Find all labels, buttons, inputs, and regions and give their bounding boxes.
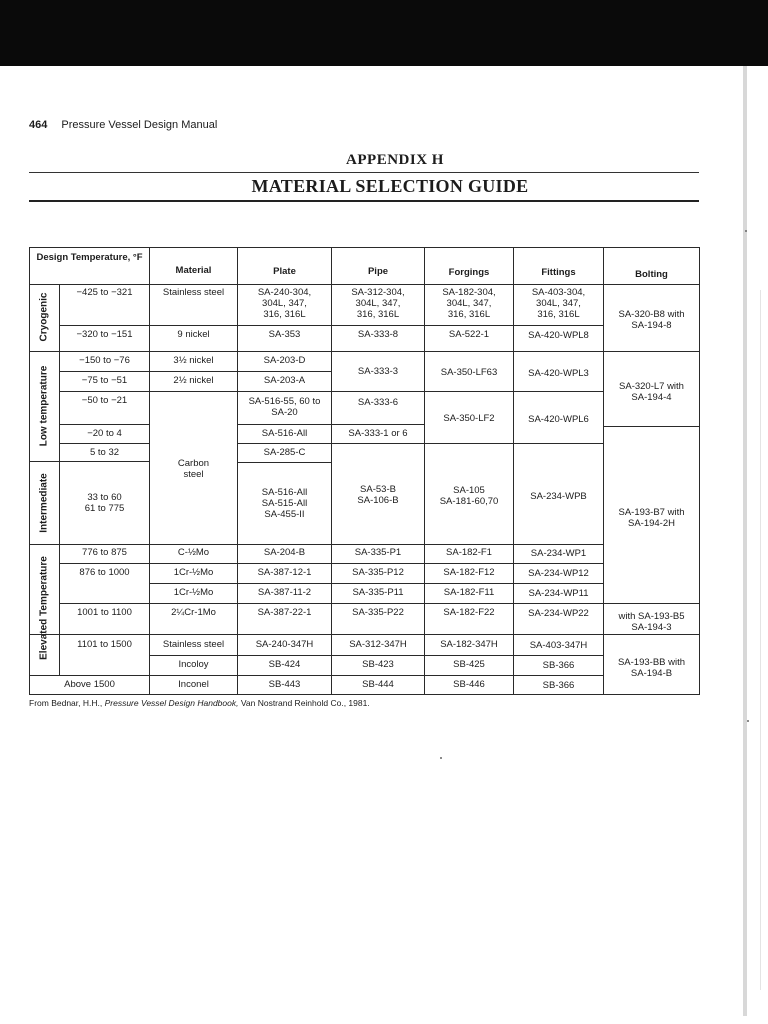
- temp-cell: 1001 to 1100: [77, 607, 132, 618]
- fittings-cell: SA-420-WPL6: [528, 414, 589, 425]
- fittings-cell: SB-366: [542, 660, 575, 671]
- temp-cell: −75 to −51: [81, 375, 128, 386]
- plate-cell: SA-353: [268, 329, 301, 340]
- page-title: MATERIAL SELECTION GUIDE: [251, 176, 529, 196]
- scan-page-edge: [743, 66, 747, 1016]
- scan-top-border: [0, 0, 768, 66]
- header-plate: Plate: [273, 266, 296, 277]
- material-cell: Stainless steel: [162, 287, 225, 298]
- fittings-cell: SA-234-WP11: [528, 588, 589, 599]
- material-cell: 2½ nickel: [173, 375, 214, 386]
- scan-speck: [747, 720, 749, 722]
- plate-cell: SA-387-11-2: [257, 587, 312, 598]
- bolting-cell: SA-320-L7 with SA-194-4: [619, 381, 684, 403]
- material-cell: Stainless steel: [162, 639, 225, 650]
- header-bolting: Bolting: [635, 269, 668, 280]
- forgings-cell: SA-182-F11: [443, 587, 495, 598]
- forgings-cell: SA-350-LF2: [443, 413, 495, 424]
- plate-cell: SA-516-All SA-515-All SA-455-II: [261, 487, 308, 520]
- appendix-label: APPENDIX H: [346, 152, 444, 168]
- material-cell: 1Cr-½Mo: [173, 567, 214, 578]
- header-fittings: Fittings: [541, 267, 576, 278]
- pipe-cell: SA-312-347H: [349, 639, 407, 650]
- fittings-cell: SA-234-WP12: [528, 568, 589, 579]
- plate-cell: SB-424: [268, 659, 301, 670]
- plate-cell: SA-203-D: [263, 355, 306, 366]
- pipe-cell: SA-333-6: [357, 397, 399, 408]
- forgings-cell: SA-182-F12: [443, 567, 495, 578]
- scan-speck: [745, 230, 747, 232]
- scan-speck: [440, 757, 442, 759]
- group-label-cryogenic: Cryogenic: [38, 292, 50, 342]
- scan-page-edge-shadow: [760, 290, 761, 990]
- temp-cell: −425 to −321: [76, 287, 133, 298]
- source-publisher: Van Nostrand Reinhold Co., 1981.: [240, 698, 370, 708]
- running-header: [29, 119, 217, 131]
- plate-cell: SA-240-304, 304L, 347, 316, 316L: [257, 287, 312, 320]
- header-forgings: Forgings: [448, 267, 490, 278]
- forgings-cell: SA-182-304, 304L, 347, 316, 316L: [442, 287, 496, 320]
- material-cell: Incoloy: [178, 659, 209, 670]
- pipe-cell: SB-444: [362, 679, 394, 690]
- fittings-cell: SB-366: [542, 680, 575, 691]
- material-cell: C-½Mo: [177, 547, 210, 558]
- header-pipe: Pipe: [367, 266, 389, 277]
- group-label-elevated-temperature: Elevated Temperature: [38, 556, 50, 660]
- material-cell: Carbon steel: [177, 458, 210, 480]
- plate-cell: SA-203-A: [263, 375, 306, 386]
- temp-cell: 33 to 60 61 to 775: [84, 492, 125, 514]
- temp-cell: −20 to 4: [87, 428, 122, 439]
- forgings-cell: SA-522-1: [448, 329, 490, 340]
- bolting-cell: SA-320-B8 with SA-194-8: [618, 309, 685, 331]
- title-rule-bottom: [29, 200, 699, 202]
- temp-cell: 1101 to 1500: [77, 639, 132, 650]
- forgings-cell: SB-446: [453, 679, 485, 690]
- forgings-cell: SA-105 SA-181-60,70: [439, 485, 499, 507]
- pipe-cell: SA-335-P12: [352, 567, 404, 578]
- plate-cell: SA-204-B: [263, 547, 306, 558]
- material-cell: 1Cr-½Mo: [173, 587, 214, 598]
- fittings-cell: SA-234-WPB: [530, 491, 587, 502]
- pipe-cell: SA-333-3: [357, 366, 399, 377]
- bolting-cell: SA-193-B7 with SA-194-2H: [618, 507, 685, 529]
- pipe-cell: SA-335-P1: [354, 547, 402, 558]
- pipe-cell: SB-423: [362, 659, 394, 670]
- title-rule-top: [29, 172, 699, 173]
- bolting-cell: SA-193-BB with SA-194-B: [617, 657, 686, 679]
- temp-cell: −150 to −76: [79, 355, 130, 366]
- material-cell: 9 nickel: [177, 329, 210, 340]
- temp-cell: −320 to −151: [76, 329, 133, 340]
- forgings-cell: SA-182-F1: [446, 547, 492, 558]
- temp-cell: 5 to 32: [89, 447, 120, 458]
- pipe-cell: SA-53-B SA-106-B: [357, 484, 399, 506]
- plate-cell: SA-516-55, 60 to SA-20: [248, 396, 321, 418]
- temp-cell: 776 to 875: [82, 547, 127, 558]
- fittings-cell: SA-420-WPL3: [528, 368, 589, 379]
- temp-cell: Above 1500: [64, 679, 115, 690]
- pipe-cell: SA-312-304, 304L, 347, 316, 316L: [351, 287, 405, 320]
- pipe-cell: SA-335-P11: [352, 587, 404, 598]
- header-design-temperature: Design Temperature, °F: [36, 252, 143, 263]
- plate-cell: SA-387-22-1: [257, 607, 312, 618]
- source-book-title: Pressure Vessel Design Handbook,: [104, 698, 239, 708]
- group-label-low-temperature: Low temperature: [38, 365, 50, 447]
- material-cell: Inconel: [178, 679, 209, 690]
- fittings-cell: SA-234-WP22: [528, 608, 589, 619]
- source-citation: [29, 698, 370, 708]
- material-cell: 3½ nickel: [173, 355, 214, 366]
- plate-cell: SB-443: [268, 679, 301, 690]
- plate-cell: SA-240-347H: [255, 639, 314, 650]
- fittings-cell: SA-234-WP1: [530, 548, 587, 559]
- fittings-cell: SA-403-347H: [529, 640, 588, 651]
- bolting-cell: with SA-193-B5 SA-194-3: [618, 611, 685, 633]
- pipe-cell: SA-333-8: [357, 329, 399, 340]
- group-label-intermediate: Intermediate: [38, 473, 50, 533]
- fittings-cell: SA-403-304, 304L, 347, 316, 316L: [531, 287, 586, 320]
- forgings-cell: SA-350-LF63: [440, 367, 498, 378]
- header-material: Material: [175, 265, 212, 276]
- pipe-cell: SA-333-1 or 6: [348, 428, 408, 439]
- plate-cell: SA-387-12-1: [257, 567, 312, 578]
- plate-cell: SA-516-All: [261, 428, 308, 439]
- material-cell: 2¼Cr-1Mo: [171, 607, 216, 618]
- temp-cell: 876 to 1000: [79, 567, 130, 578]
- temp-cell: −50 to −21: [81, 395, 128, 406]
- plate-cell: SA-285-C: [263, 447, 306, 458]
- source-prefix: From Bednar, H.H.,: [29, 698, 103, 708]
- forgings-cell: SA-182-347H: [440, 639, 498, 650]
- fittings-cell: SA-420-WPL8: [528, 330, 589, 341]
- pipe-cell: SA-335-P22: [352, 607, 404, 618]
- running-title: Pressure Vessel Design Manual: [61, 119, 218, 131]
- forgings-cell: SB-425: [453, 659, 485, 670]
- forgings-cell: SA-182-F22: [443, 607, 495, 618]
- page-number: 464: [29, 119, 48, 131]
